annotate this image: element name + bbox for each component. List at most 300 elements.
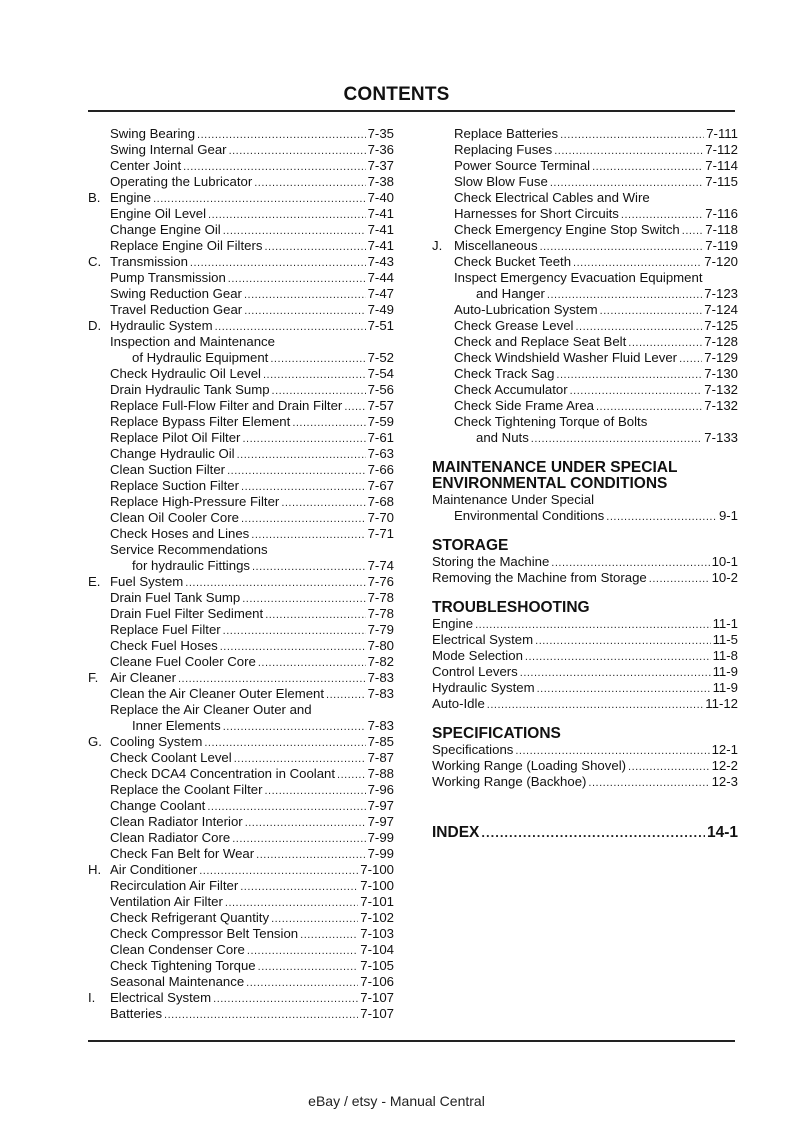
toc-entry[interactable] xyxy=(88,622,394,638)
page-number: 7-118 xyxy=(705,222,738,237)
dot-leader xyxy=(244,287,366,303)
entry-title: Travel Reduction Gear xyxy=(110,302,243,317)
page-number: 7-59 xyxy=(367,414,394,429)
toc-entry[interactable] xyxy=(88,574,394,590)
page-number: 7-119 xyxy=(705,238,738,253)
dot-leader xyxy=(263,367,366,383)
page-number: 7-41 xyxy=(367,238,394,253)
page-number: 11-8 xyxy=(712,648,738,663)
toc-entry[interactable] xyxy=(432,366,738,382)
section-letter: B. xyxy=(88,190,101,205)
entry-title: Recirculation Air Filter xyxy=(110,878,239,893)
page-number: 7-44 xyxy=(367,270,394,285)
toc-entry[interactable] xyxy=(88,190,394,206)
entry-title: Check Fuel Hoses xyxy=(110,638,218,653)
dot-leader xyxy=(281,495,365,511)
entry-title: Replace Full-Flow Filter and Drain Filter xyxy=(110,398,343,413)
toc-entry[interactable] xyxy=(88,398,394,414)
dot-leader xyxy=(326,687,366,703)
entry-title: Ventilation Air Filter xyxy=(110,894,223,909)
entry-title: Electrical System xyxy=(110,990,212,1005)
toc-entry[interactable] xyxy=(88,430,394,446)
dot-leader xyxy=(256,847,365,863)
entry-title: of Hydraulic Equipment xyxy=(132,350,269,365)
section-letter: E. xyxy=(88,574,101,589)
toc-entry[interactable] xyxy=(432,774,738,790)
toc-entry[interactable] xyxy=(88,462,394,478)
toc-entry[interactable] xyxy=(88,862,394,878)
dot-leader xyxy=(570,383,703,399)
dot-leader xyxy=(220,639,366,655)
entry-title: Replace High-Pressure Filter xyxy=(110,494,280,509)
page-number: 7-41 xyxy=(367,222,394,237)
page-number: 7-114 xyxy=(705,158,738,173)
toc-entry[interactable] xyxy=(432,334,738,350)
page-number: 7-101 xyxy=(360,894,394,909)
top-divider xyxy=(88,110,735,112)
toc-entry[interactable] xyxy=(432,430,738,446)
toc-entry[interactable] xyxy=(88,334,394,350)
toc-entry[interactable] xyxy=(88,510,394,526)
toc-entry[interactable] xyxy=(432,222,738,238)
dot-leader xyxy=(232,831,365,847)
dot-leader xyxy=(540,239,704,255)
dot-leader xyxy=(246,975,358,991)
entry-title: Hydraulic System xyxy=(432,680,535,695)
entry-title: Check Compressor Belt Tension xyxy=(110,926,299,941)
entry-title: Drain Hydraulic Tank Sump xyxy=(110,382,270,397)
toc-entry[interactable] xyxy=(88,590,394,606)
page-number: 7-100 xyxy=(360,862,394,877)
entry-title: Clean Oil Cooler Core xyxy=(110,510,239,525)
dot-leader xyxy=(204,735,365,751)
dot-leader xyxy=(520,665,711,681)
page-number: 7-83 xyxy=(367,686,394,701)
entry-title: Check Track Sag xyxy=(454,366,555,381)
toc-entry[interactable] xyxy=(88,686,394,702)
toc-entry[interactable] xyxy=(88,974,394,990)
entry-title: Miscellaneous xyxy=(454,238,538,253)
entry-title: Check Windshield Washer Fluid Lever xyxy=(454,350,678,365)
dot-leader xyxy=(251,527,365,543)
dot-leader xyxy=(475,617,711,633)
dot-leader xyxy=(164,1007,358,1023)
entry-title: Check Side Frame Area xyxy=(454,398,594,413)
entry-title: Engine xyxy=(110,190,152,205)
dot-leader xyxy=(229,143,366,159)
dot-leader xyxy=(592,159,703,175)
toc-entry[interactable] xyxy=(432,508,738,524)
toc-entry[interactable] xyxy=(88,670,394,686)
toc-entry[interactable] xyxy=(432,492,738,508)
dot-leader xyxy=(245,815,366,831)
entry-title: Hydraulic System xyxy=(110,318,213,333)
page-number: 7-37 xyxy=(367,158,394,173)
section-letter: J. xyxy=(432,238,443,253)
entry-title: Replace the Air Cleaner Outer and xyxy=(110,702,312,717)
toc-entry[interactable] xyxy=(88,766,394,782)
entry-title: Check Grease Level xyxy=(454,318,574,333)
toc-entry[interactable] xyxy=(88,446,394,462)
toc-entry[interactable] xyxy=(432,318,738,334)
toc-entry[interactable] xyxy=(88,910,394,926)
entry-title: Clean Radiator Core xyxy=(110,830,231,845)
dot-leader xyxy=(560,127,704,143)
page-number: 7-97 xyxy=(367,798,394,813)
entry-title: Engine xyxy=(432,616,474,631)
dot-leader xyxy=(264,239,365,255)
dot-leader xyxy=(227,463,366,479)
dot-leader xyxy=(213,991,358,1007)
dot-leader xyxy=(628,759,710,775)
entry-title: Check and Replace Seat Belt xyxy=(454,334,627,349)
entry-title: Air Cleaner xyxy=(110,670,176,685)
toc-entry[interactable] xyxy=(88,206,394,222)
page-number: 7-99 xyxy=(367,846,394,861)
toc-entry[interactable] xyxy=(88,222,394,238)
page-number: 11-1 xyxy=(712,616,738,631)
toc-entry[interactable] xyxy=(88,814,394,830)
toc-entry[interactable] xyxy=(432,142,738,158)
section-letter: F. xyxy=(88,670,99,685)
toc-entry[interactable] xyxy=(88,382,394,398)
dot-leader xyxy=(556,367,702,383)
toc-entry[interactable] xyxy=(88,302,394,318)
entry-title: Auto-Idle xyxy=(432,696,485,711)
section-heading: SPECIFICATIONS xyxy=(432,725,561,742)
page-number: 7-115 xyxy=(705,174,738,189)
entry-title: Replace Engine Oil Filters xyxy=(110,238,263,253)
toc-entry[interactable] xyxy=(88,366,394,382)
page-number: 7-54 xyxy=(367,366,394,381)
page-number: 7-125 xyxy=(704,318,738,333)
toc-entry[interactable] xyxy=(88,942,394,958)
toc-entry[interactable] xyxy=(432,648,738,664)
toc-entry[interactable] xyxy=(432,126,738,142)
entry-title: Inspection and Maintenance xyxy=(110,334,275,349)
entry-title: Slow Blow Fuse xyxy=(454,174,548,189)
page-number: 7-71 xyxy=(367,526,394,541)
toc-entry[interactable] xyxy=(432,632,738,648)
page-number: 7-128 xyxy=(704,334,738,349)
toc-entry[interactable] xyxy=(432,554,738,570)
toc-entry[interactable] xyxy=(88,894,394,910)
section-letter: G. xyxy=(88,734,102,749)
toc-entry[interactable] xyxy=(432,350,738,366)
section-heading: MAINTENANCE UNDER SPECIAL xyxy=(432,459,678,476)
dot-leader xyxy=(208,207,366,223)
entry-title: Check DCA4 Concentration in Coolant xyxy=(110,766,336,781)
section-letter: C. xyxy=(88,254,102,269)
toc-entry[interactable] xyxy=(88,126,394,142)
entry-title: Storing the Machine xyxy=(432,554,550,569)
toc-entry[interactable] xyxy=(432,174,738,190)
entry-title: Swing Reduction Gear xyxy=(110,286,242,301)
dot-leader xyxy=(271,911,358,927)
dot-leader xyxy=(337,767,366,783)
dot-leader xyxy=(537,681,711,697)
toc-entry[interactable] xyxy=(88,142,394,158)
page-number: 7-80 xyxy=(367,638,394,653)
footer-text: eBay / etsy - Manual Central xyxy=(308,1093,485,1109)
entry-title: Specifications xyxy=(432,742,514,757)
dot-leader xyxy=(679,351,702,367)
page-number: 7-36 xyxy=(367,142,394,157)
page-number: 7-41 xyxy=(367,206,394,221)
entry-title: Transmission xyxy=(110,254,188,269)
page-number: 7-107 xyxy=(360,1006,394,1021)
entry-title: Check Accumulator xyxy=(454,382,568,397)
entry-title: Cooling System xyxy=(110,734,203,749)
dot-leader xyxy=(481,825,705,840)
dot-leader xyxy=(272,383,366,399)
entry-title: Inner Elements xyxy=(132,718,221,733)
entry-title: Check Electrical Cables and Wire xyxy=(454,190,650,205)
page-number: 7-105 xyxy=(360,958,394,973)
entry-title: Fuel System xyxy=(110,574,184,589)
dot-leader xyxy=(515,743,709,759)
dot-leader xyxy=(178,671,366,687)
toc-entry[interactable] xyxy=(432,286,738,302)
page-number: 7-87 xyxy=(367,750,394,765)
toc-entry[interactable] xyxy=(88,286,394,302)
dot-leader xyxy=(535,633,710,649)
page-number: 7-103 xyxy=(360,926,394,941)
dot-leader xyxy=(344,399,365,415)
toc-entry[interactable] xyxy=(432,270,738,286)
section-letter: I. xyxy=(88,990,96,1005)
toc-entry[interactable] xyxy=(432,190,738,206)
toc-entry[interactable] xyxy=(88,734,394,750)
toc-entry[interactable] xyxy=(432,398,738,414)
dot-leader xyxy=(531,431,702,447)
entry-title: Auto-Lubrication System xyxy=(454,302,598,317)
entry-title: Clean Radiator Interior xyxy=(110,814,243,829)
toc-entry[interactable] xyxy=(88,542,394,558)
entry-title: for hydraulic Fittings xyxy=(132,558,250,573)
toc-entry[interactable] xyxy=(88,158,394,174)
dot-leader xyxy=(237,447,366,463)
toc-entry[interactable] xyxy=(88,1006,394,1022)
toc-entry[interactable] xyxy=(432,302,738,318)
toc-entry[interactable] xyxy=(432,742,738,758)
dot-leader xyxy=(207,799,365,815)
toc-entry[interactable] xyxy=(88,654,394,670)
toc-entry[interactable] xyxy=(88,702,394,718)
entry-title: Harnesses for Short Circuits xyxy=(454,206,619,221)
dot-leader xyxy=(682,223,703,239)
page-number: 7-133 xyxy=(704,430,738,445)
entry-title: Engine Oil Level xyxy=(110,206,207,221)
toc-entry[interactable] xyxy=(88,526,394,542)
entry-title: Check Hydraulic Oil Level xyxy=(110,366,261,381)
dot-leader xyxy=(264,783,365,799)
dot-leader xyxy=(244,303,365,319)
dot-leader xyxy=(300,927,358,943)
dot-leader xyxy=(265,607,365,623)
dot-leader xyxy=(242,431,365,447)
toc-entry[interactable] xyxy=(88,782,394,798)
bottom-divider xyxy=(88,1040,735,1042)
toc-entry[interactable] xyxy=(432,664,738,680)
entry-title: Check Fan Belt for Wear xyxy=(110,846,255,861)
page-number: 7-82 xyxy=(367,654,394,669)
page-number: 7-85 xyxy=(367,734,394,749)
entry-title: Mode Selection xyxy=(432,648,523,663)
dot-leader xyxy=(258,959,359,975)
page-number: 7-132 xyxy=(704,382,738,397)
page-number: 7-97 xyxy=(367,814,394,829)
entry-title: Maintenance Under Special xyxy=(432,492,595,507)
page-number: 7-123 xyxy=(704,286,738,301)
entry-title: Replace Suction Filter xyxy=(110,478,240,493)
page-number: 7-61 xyxy=(367,430,394,445)
page-number: 7-111 xyxy=(706,126,738,141)
page-number: 12-2 xyxy=(711,758,738,773)
entry-title: Electrical System xyxy=(432,632,534,647)
page-number: 7-132 xyxy=(704,398,738,413)
page-number: 7-56 xyxy=(367,382,394,397)
toc-entry[interactable] xyxy=(432,238,738,254)
toc-entry[interactable] xyxy=(88,254,394,270)
entry-title: Check Emergency Engine Stop Switch xyxy=(454,222,680,237)
toc-entry[interactable] xyxy=(88,318,394,334)
entry-title: Clean Suction Filter xyxy=(110,462,226,477)
toc-entry[interactable] xyxy=(432,254,738,270)
toc-entry[interactable] xyxy=(88,638,394,654)
toc-entry[interactable] xyxy=(88,830,394,846)
page-number: 7-76 xyxy=(367,574,394,589)
dot-leader xyxy=(199,863,358,879)
toc-entry[interactable] xyxy=(432,414,738,430)
page-number: 11-12 xyxy=(705,696,738,711)
entry-title: Replacing Fuses xyxy=(454,142,553,157)
entry-title: Check Tightening Torque xyxy=(110,958,256,973)
dot-leader xyxy=(550,175,703,191)
toc-entry[interactable] xyxy=(432,616,738,632)
toc-entry[interactable] xyxy=(88,926,394,942)
toc-entry[interactable] xyxy=(88,558,394,574)
dot-leader xyxy=(247,943,358,959)
dot-leader xyxy=(223,623,366,639)
entry-title: Clean the Air Cleaner Outer Element xyxy=(110,686,325,701)
toc-entry[interactable] xyxy=(432,680,738,696)
toc-entry[interactable] xyxy=(432,570,738,586)
page-title: CONTENTS xyxy=(343,84,450,105)
section-heading: TROUBLESHOOTING xyxy=(432,599,590,616)
dot-leader xyxy=(258,655,366,671)
page-number: 7-78 xyxy=(367,606,394,621)
page-number: 7-120 xyxy=(704,254,738,269)
toc-entry[interactable] xyxy=(432,158,738,174)
page-number: 11-5 xyxy=(712,632,738,647)
dot-leader xyxy=(242,591,365,607)
page-number: 10-1 xyxy=(711,554,738,569)
toc-entry[interactable] xyxy=(88,414,394,430)
toc-entry[interactable] xyxy=(88,350,394,366)
page-number: 12-1 xyxy=(711,742,738,757)
page-number: 7-96 xyxy=(367,782,394,797)
toc-entry[interactable] xyxy=(88,878,394,894)
toc-entry[interactable] xyxy=(88,174,394,190)
entry-title: Working Range (Loading Shovel) xyxy=(432,758,627,773)
dot-leader xyxy=(234,751,366,767)
entry-title: Center Joint xyxy=(110,158,182,173)
dot-leader xyxy=(223,719,366,735)
entry-title: Operating the Lubricator xyxy=(110,174,253,189)
index-label: INDEX xyxy=(432,824,480,841)
dot-leader xyxy=(547,287,702,303)
dot-leader xyxy=(190,255,366,271)
entry-title: Cleane Fuel Cooler Core xyxy=(110,654,256,669)
page-number: 7-102 xyxy=(360,910,394,925)
toc-entry[interactable] xyxy=(88,750,394,766)
toc-entry[interactable] xyxy=(88,238,394,254)
page-number: 7-107 xyxy=(360,990,394,1005)
page-number: 7-52 xyxy=(367,350,394,365)
entry-title: Service Recommendations xyxy=(110,542,268,557)
dot-leader xyxy=(554,143,703,159)
toc-entry[interactable] xyxy=(88,846,394,862)
page-number: 10-2 xyxy=(711,570,738,585)
entry-title: Air Conditioner xyxy=(110,862,198,877)
page-number: 11-9 xyxy=(712,680,738,695)
toc-entry[interactable] xyxy=(88,270,394,286)
dot-leader xyxy=(487,697,703,713)
dot-leader xyxy=(628,335,702,351)
section-heading: STORAGE xyxy=(432,537,509,554)
entry-title: Change Engine Oil xyxy=(110,222,221,237)
dot-leader xyxy=(183,159,365,175)
dot-leader xyxy=(252,559,366,575)
toc-entry[interactable] xyxy=(88,718,394,734)
page-number: 7-66 xyxy=(367,462,394,477)
section-letter: H. xyxy=(88,862,102,877)
toc-entry[interactable] xyxy=(88,798,394,814)
entry-title: Check Refrigerant Quantity xyxy=(110,910,270,925)
toc-entry[interactable] xyxy=(88,494,394,510)
entry-title: Replace Fuel Filter xyxy=(110,622,221,637)
entry-title: Check Bucket Teeth xyxy=(454,254,572,269)
toc-entry[interactable] xyxy=(432,758,738,774)
entry-title: Removing the Machine from Storage xyxy=(432,570,647,585)
page-number: 7-57 xyxy=(367,398,394,413)
dot-leader xyxy=(588,775,709,791)
dot-leader xyxy=(525,649,711,665)
toc-entry[interactable] xyxy=(432,206,738,222)
entry-title: Replace Bypass Filter Element xyxy=(110,414,291,429)
toc-entry[interactable] xyxy=(88,990,394,1006)
entry-title: and Hanger xyxy=(476,286,545,301)
dot-leader xyxy=(240,879,358,895)
toc-entry[interactable] xyxy=(432,696,738,712)
dot-leader xyxy=(292,415,365,431)
toc-entry[interactable] xyxy=(432,382,738,398)
entry-title: Clean Condenser Core xyxy=(110,942,245,957)
entry-title: Environmental Conditions xyxy=(454,508,605,523)
index-entry[interactable] xyxy=(432,824,738,842)
dot-leader xyxy=(606,509,717,525)
toc-entry[interactable] xyxy=(88,478,394,494)
page-number: 7-63 xyxy=(367,446,394,461)
dot-leader xyxy=(228,271,366,287)
dot-leader xyxy=(649,571,710,587)
toc-entry[interactable] xyxy=(88,606,394,622)
toc-entry[interactable] xyxy=(88,958,394,974)
entry-title: and Nuts xyxy=(476,430,529,445)
entry-title: Pump Transmission xyxy=(110,270,226,285)
page-number: 7-129 xyxy=(704,350,738,365)
